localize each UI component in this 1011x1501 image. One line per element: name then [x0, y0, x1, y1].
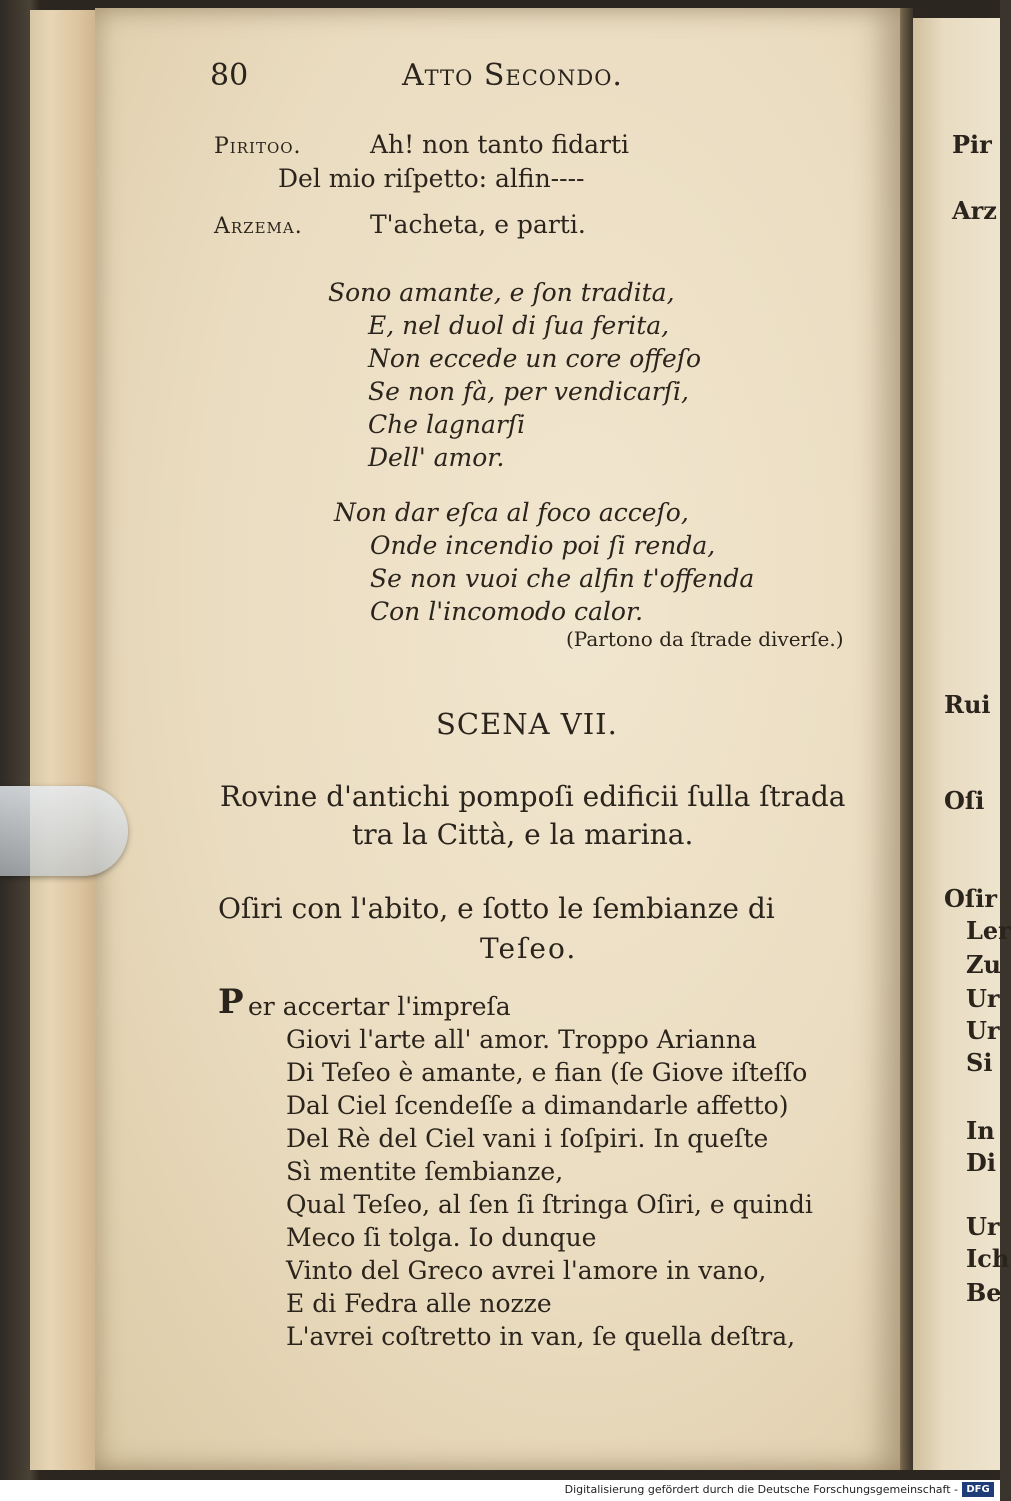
next-page-fragment: Ur	[966, 1016, 1000, 1045]
verse-line: Sono amante, e ſon tradita,	[328, 278, 675, 307]
next-page-fragment: Ler	[966, 916, 1011, 945]
scene-setting: tra la Città, e la marina.	[352, 818, 694, 851]
next-page-fragment: Be	[966, 1278, 1002, 1307]
dialogue-line: Del mio riſpetto: alfin----	[278, 164, 585, 193]
next-page-fragment: Di	[966, 1148, 996, 1177]
footer-credit: Digitalisierung gefördert durch die Deutsche Forschungsgemeinschaft -	[564, 1483, 958, 1496]
next-page-fragment: Ur	[966, 1212, 1000, 1241]
speech-line: Vinto del Greco avrei l'amore in vano,	[286, 1256, 767, 1285]
verse-line: Non dar eſca al foco acceſo,	[334, 498, 689, 527]
dialogue-line: T'acheta, e parti.	[370, 210, 586, 239]
dfg-logo: DFG	[962, 1482, 994, 1497]
drop-cap: P	[218, 982, 244, 1022]
page-number: 80	[210, 58, 249, 93]
scene-title: SCENA VII.	[436, 707, 618, 741]
next-page-fragment: Rui	[944, 690, 991, 719]
next-page-fragment: Oſir	[944, 884, 997, 913]
verse-line: Onde incendio poi ſi renda,	[370, 531, 716, 560]
next-page-fragment: Ich	[966, 1244, 1010, 1273]
verse-line: Con l'incomodo calor.	[370, 597, 644, 626]
verse-line: E, nel duol di ſua ferita,	[368, 311, 670, 340]
verse-line: Se non fà, per vendicarſi,	[368, 377, 689, 406]
running-title: Atto Secondo.	[402, 58, 623, 93]
speaker-piritoo: Piritoo.	[214, 134, 302, 159]
speech-line: er accertar l'impreſa	[248, 992, 511, 1021]
verse-line: Dell' amor.	[368, 443, 505, 472]
speech-line: E di Fedra alle nozze	[286, 1289, 552, 1318]
verse-line: Non eccede un core offeſo	[368, 344, 702, 373]
dialogue-line: Ah! non tanto fidarti	[370, 130, 630, 159]
scene-character: Teſeo.	[480, 932, 578, 965]
next-page-fragment: Arz	[952, 196, 997, 225]
next-page-fragment: Ur	[966, 984, 1000, 1013]
next-page-fragment: Zu	[966, 950, 1001, 979]
speech-line: Del Rè del Ciel vani i ſoſpiri. In queſte	[286, 1124, 769, 1153]
speech-line: Di Teſeo è amante, e fian (ſe Giove iſteſſo	[286, 1058, 808, 1087]
scene-setting: Rovine d'antichi pompoſi edificii ſulla ſtrada	[220, 780, 846, 813]
scene-character: Oſiri con l'abito, e ſotto le ſembianze di	[218, 892, 775, 925]
speech-line: Dal Ciel ſcendeſſe a dimandarle affetto)	[286, 1091, 789, 1120]
verse-line: Che lagnarſi	[368, 410, 526, 439]
stage-direction: (Partono da ſtrade diverſe.)	[566, 627, 844, 651]
page-edge-stack	[30, 10, 100, 1470]
speaker-arzema: Arzema.	[214, 214, 303, 239]
speech-line: L'avrei coſtretto in van, ſe quella deſtra,	[286, 1322, 796, 1351]
verse-line: Se non vuoi che alfin t'offenda	[370, 564, 755, 593]
speech-line: Meco ſi tolga. Io dunque	[286, 1223, 597, 1252]
next-page-fragment: Oſi	[944, 786, 985, 815]
next-page-fragment: In	[966, 1116, 995, 1145]
next-page-fragment: Si	[966, 1048, 993, 1077]
speech-line: Giovi l'arte all' amor. Troppo Arianna	[286, 1025, 757, 1054]
speech-line: Sì mentite ſembianze,	[286, 1157, 564, 1186]
book-clip	[0, 786, 128, 876]
speech-line: Qual Teſeo, al ſen ſi ſtringa Oſiri, e quindi	[286, 1190, 813, 1219]
next-page-fragment: Pir	[952, 130, 992, 159]
